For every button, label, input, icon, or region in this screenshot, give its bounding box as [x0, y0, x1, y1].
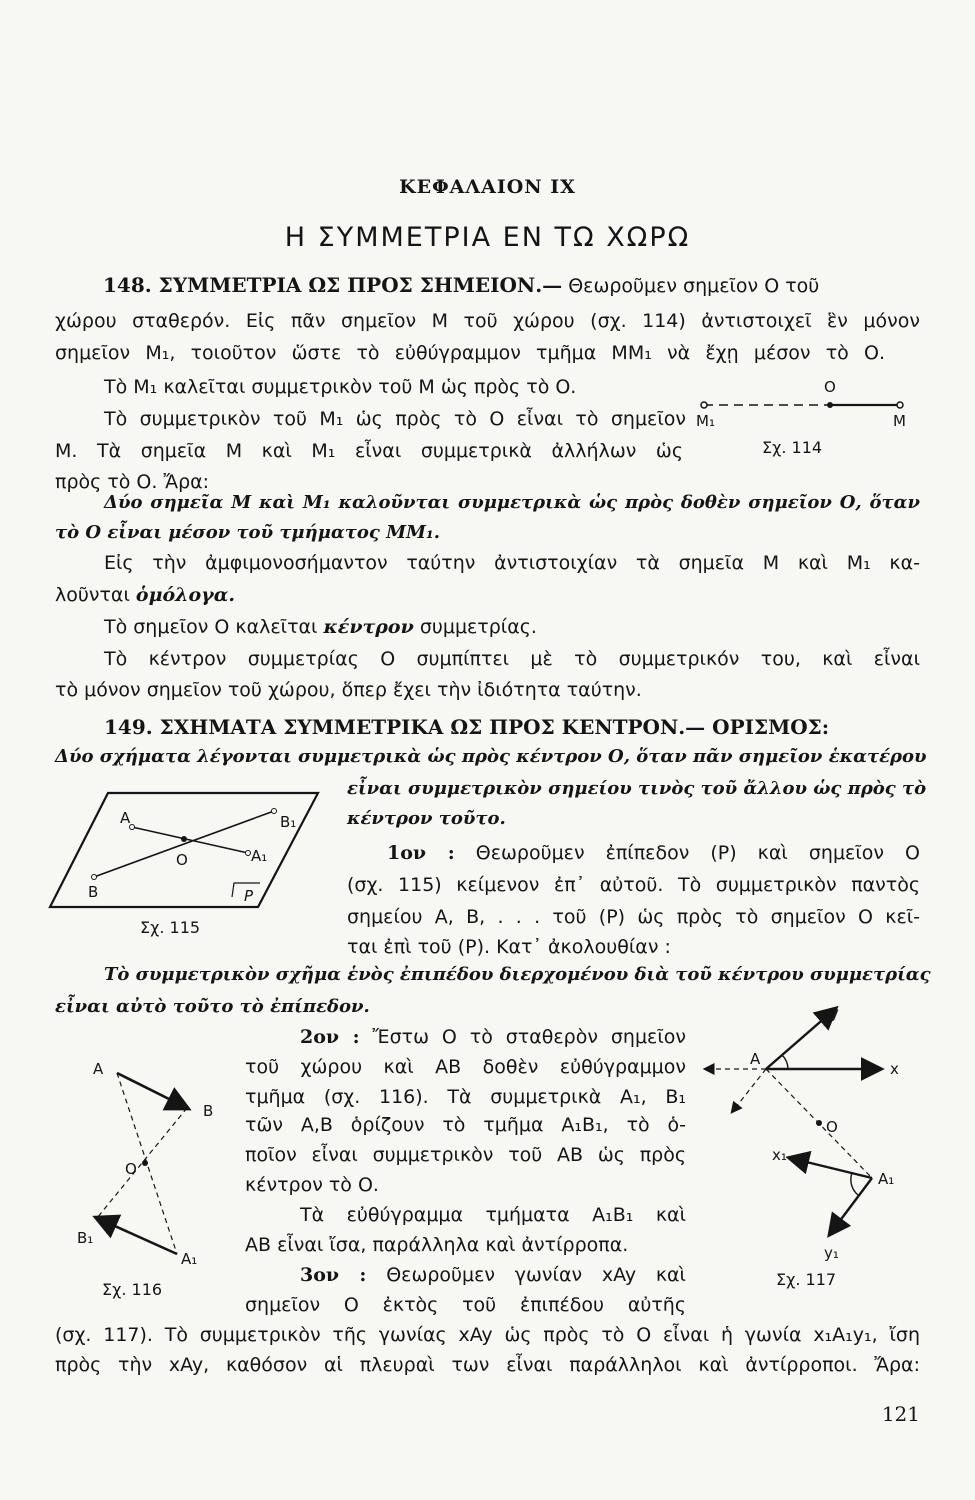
s149-2-line7: Τὰ εὐθύγραμμα τμήματα Α₁Β₁ καὶ [300, 1204, 686, 1226]
s149-2-line1 [300, 1024, 686, 1050]
s149-2-line3: τμῆμα (σχ. 116). Τὰ συμμετρικὰ Α₁, Β₁ [245, 1086, 686, 1108]
s149-2-line8: ΑΒ εἶναι ἴσα, παράλληλα καὶ ἀντίρροπα. [245, 1234, 629, 1256]
fig117-angle-a [782, 1055, 788, 1069]
fig117-ray-ay-ext [732, 1069, 766, 1112]
page-number: 121 [881, 1402, 920, 1426]
fig114-point-m [897, 402, 903, 408]
label-1on: 1ον : [387, 842, 455, 864]
fig117-label-x1: x₁ [772, 1146, 787, 1164]
fig114-label-m: M [893, 412, 906, 430]
fig117-label-o: O [826, 1118, 838, 1136]
fig115-label-a: A [120, 809, 131, 827]
fig117-label-a1: A₁ [878, 1170, 895, 1188]
s148-line7: πρὸς τὸ Ο. Ἄρα: [55, 471, 210, 493]
s149-2-line5: ποῖον εἶναι συμμετρικὸν τοῦ ΑΒ ὡς πρὸς [245, 1144, 686, 1166]
figure-114 [690, 372, 920, 472]
s149-def-line1: Δύο σχήματα λέγονται συμμετρικὰ ὡς πρὸς κέντρον Ο, ὅταν πᾶν σημεῖον ἑκατέρου [55, 746, 927, 767]
s149-1-line2: (σχ. 115) κείμενον ἐπ᾽ αὐτοῦ. Τὸ συμμετρικὸν παντὸς [347, 874, 920, 896]
fig117-label-a: A [750, 1050, 761, 1068]
fig116-label-o: O [125, 1160, 137, 1178]
fig117-angle-a1 [851, 1173, 858, 1195]
fig115-caption: Σχ. 115 [140, 918, 201, 937]
fig117-label-y1: y₁ [824, 1244, 839, 1262]
fig116-caption: Σχ. 116 [102, 1280, 163, 1299]
fig117-caption: Σχ. 117 [776, 1270, 837, 1289]
s148-line4: Τὸ Μ₁ καλεῖται συμμετρικὸν τοῦ Μ ὡς πρὸς τὸ Ο. [104, 376, 577, 398]
s148-p1-line1: Εἰς τὴν ἀμφιμονοσήμαντον ταύτην ἀντιστοιχίαν τὰ σημεῖα Μ καὶ Μ₁ κα- [104, 552, 920, 574]
fig117-ray-a1x1 [790, 1158, 872, 1178]
s148-first-line [55, 272, 920, 299]
s149-heading: 149. ΣΧΗΜΑΤΑ ΣΥΜΜΕΤΡΙΚΑ ΩΣ ΠΡΟΣ ΚΕΝΤΡΟΝ.— ΟΡΙΣΜΟΣ: [104, 715, 830, 739]
s148-line1: Θεωροῦμεν σημεῖον Ο τοῦ [568, 275, 820, 297]
s148-heading: 148. ΣΥΜΜΕΤΡΙΑ ΩΣ ΠΡΟΣ ΣΗΜΕΙΟΝ.— [103, 273, 563, 297]
fig114-point-m1 [701, 402, 707, 408]
term-kentron: κέντρον [323, 616, 414, 638]
s149-def-line2: εἶναι συμμετρικὸν σημείου τινὸς τοῦ ἄλλου ὡς πρὸς τὸ [347, 778, 927, 799]
s149-3-line4: πρὸς τὴν xAy, καθόσον αἱ πλευραὶ των εἶναι παράλληλοι καὶ ἀντίρροποι. Ἄρα: [55, 1354, 920, 1376]
fig116-label-a1: A₁ [181, 1250, 198, 1268]
fig115-label-a1: A₁ [251, 847, 268, 865]
term-homologa: ὁμόλογα. [135, 584, 235, 606]
fig114-label-m1: M₁ [696, 412, 715, 430]
fig115-label-o: O [176, 851, 188, 869]
s149-2-text1: Ἔστω Ο τὸ σταθερὸν σημεῖον [372, 1026, 686, 1048]
s149-2-line2: τοῦ χώρου καὶ ΑΒ δοθὲν εὐθύγραμμον [245, 1056, 686, 1078]
fig115-label-b1: B₁ [280, 813, 297, 831]
s149-3-line3: (σχ. 117). Τὸ συμμετρικὸν τῆς γωνίας xAy ὡς πρὸς τὸ Ο εἶναι ἡ γωνία x₁A₁y₁, ἴση [55, 1324, 920, 1346]
s149-2-line6: κέντρον τὸ Ο. [245, 1174, 379, 1196]
fig117-label-x: x [890, 1060, 899, 1078]
fig115-point-o [181, 836, 187, 842]
fig115-point-b1 [272, 809, 277, 814]
chapter-heading: ΚΕΦΑΛΑΙΟΝ IX [399, 176, 576, 198]
s148-line5: Τὸ συμμετρικὸν τοῦ Μ₁ ὡς πρὸς τὸ Ο εἶναι τὸ σημεῖον [104, 408, 686, 430]
s149-1-line4: ται ἐπὶ τοῦ (Ρ). Κατ᾽ ἀκολουθίαν : [347, 936, 671, 958]
s149-3-line1 [300, 1262, 686, 1288]
fig114-label-o: O [824, 378, 836, 396]
s149-1-text1: Θεωροῦμεν ἐπίπεδον (Ρ) καὶ σημεῖον Ο [475, 842, 920, 864]
fig117-label-y: y [830, 1004, 839, 1022]
fig115-point-a1 [246, 851, 251, 856]
fig117-ray-ay [766, 1009, 835, 1069]
fig115-label-b: B [88, 883, 99, 901]
figure-115 [48, 785, 328, 935]
s148-p1-line2 [55, 582, 235, 608]
fig116-label-a: A [93, 1060, 104, 1078]
fig116-label-b1: B₁ [77, 1229, 94, 1247]
s149-def-line3: κέντρον τοῦτο. [347, 808, 506, 829]
s148-p2 [104, 614, 537, 640]
s148-p3-line1: Τὸ κέντρον συμμετρίας Ο συμπίπτει μὲ τὸ συμμετρικόν του, καὶ εἶναι [104, 648, 920, 670]
s149-3-line2: σημεῖον Ο ἐκτὸς τοῦ ἐπιπέδου αὐτῆς [245, 1294, 686, 1316]
s149-1-line3: σημείου Α, Β, . . . τοῦ (Ρ) ὡς πρὸς τὸ σημεῖον Ο κεῖ- [347, 906, 920, 928]
fig116-label-b: B [203, 1102, 214, 1120]
theorem-line2: εἶναι αὐτὸ τοῦτο τὸ ἐπίπεδον. [55, 996, 370, 1017]
figure-116 [75, 1058, 225, 1278]
figure-117 [700, 1000, 920, 1265]
s148-p1-text: λοῦνται [55, 584, 130, 606]
definition-line2: τὸ Ο εἶναι μέσον τοῦ τμήματος ΜΜ₁. [55, 522, 441, 543]
fig115-segment-a-a1 [132, 827, 248, 853]
fig115-point-b [92, 875, 97, 880]
s148-line3: σημεῖον Μ₁, τοιοῦτον ὥστε τὸ εὐθύγραμμον τμῆμα ΜΜ₁ νὰ ἔχῃ μέσον τὸ Ο. [55, 342, 885, 364]
fig116-vector-a1b1 [97, 1218, 177, 1254]
s148-line6: Μ. Τὰ σημεῖα Μ καὶ Μ₁ εἶναι συμμετρικὰ ἀλλήλων ὡς [55, 440, 683, 462]
theorem-line1: Τὸ συμμετρικὸν σχῆμα ἑνὸς ἐπιπέδου διερχομένου διὰ τοῦ κέντρου συμμετρίας [104, 964, 931, 985]
s148-p3-line2: τὸ μόνον σημεῖον τοῦ χώρου, ὅπερ ἔχει τὴν ἰδιότητα ταύτην. [55, 679, 642, 701]
fig116-point-o [142, 1160, 148, 1166]
fig117-ray-a1y1 [830, 1178, 872, 1234]
s148-line2: χώρου σταθερόν. Εἰς πᾶν σημεῖον Μ τοῦ χώρου (σχ. 114) ἀντιστοιχεῖ ἓν μόνον [55, 310, 920, 332]
label-3on: 3ον : [300, 1264, 367, 1286]
chapter-title: Η ΣΥΜΜΕΤΡΙΑ ΕΝ ΤΩ ΧΩΡΩ [284, 222, 691, 253]
fig116-vector-ab [117, 1073, 187, 1108]
s149-2-line4: τῶν Α,Β ὁρίζουν τὸ τμῆμα Α₁Β₁, τὸ ὁ- [245, 1114, 686, 1136]
s149-3-text1: Θεωροῦμεν γωνίαν xAy καὶ [386, 1264, 686, 1286]
s148-p2-text: Τὸ σημεῖον Ο καλεῖται [104, 616, 318, 638]
definition-line1: Δύο σημεῖα Μ καὶ Μ₁ καλοῦνται συμμετρικὰ ὡς πρὸς δοθὲν σημεῖον Ο, ὅταν [104, 492, 920, 513]
fig114-caption: Σχ. 114 [762, 438, 823, 457]
s149-1-line1 [387, 840, 920, 866]
fig117-point-o [816, 1120, 822, 1126]
s148-p2-end: συμμετρίας. [419, 616, 537, 638]
fig115-label-p: P [244, 887, 254, 905]
fig114-point-o [827, 402, 833, 408]
label-2on: 2ον : [300, 1026, 360, 1048]
